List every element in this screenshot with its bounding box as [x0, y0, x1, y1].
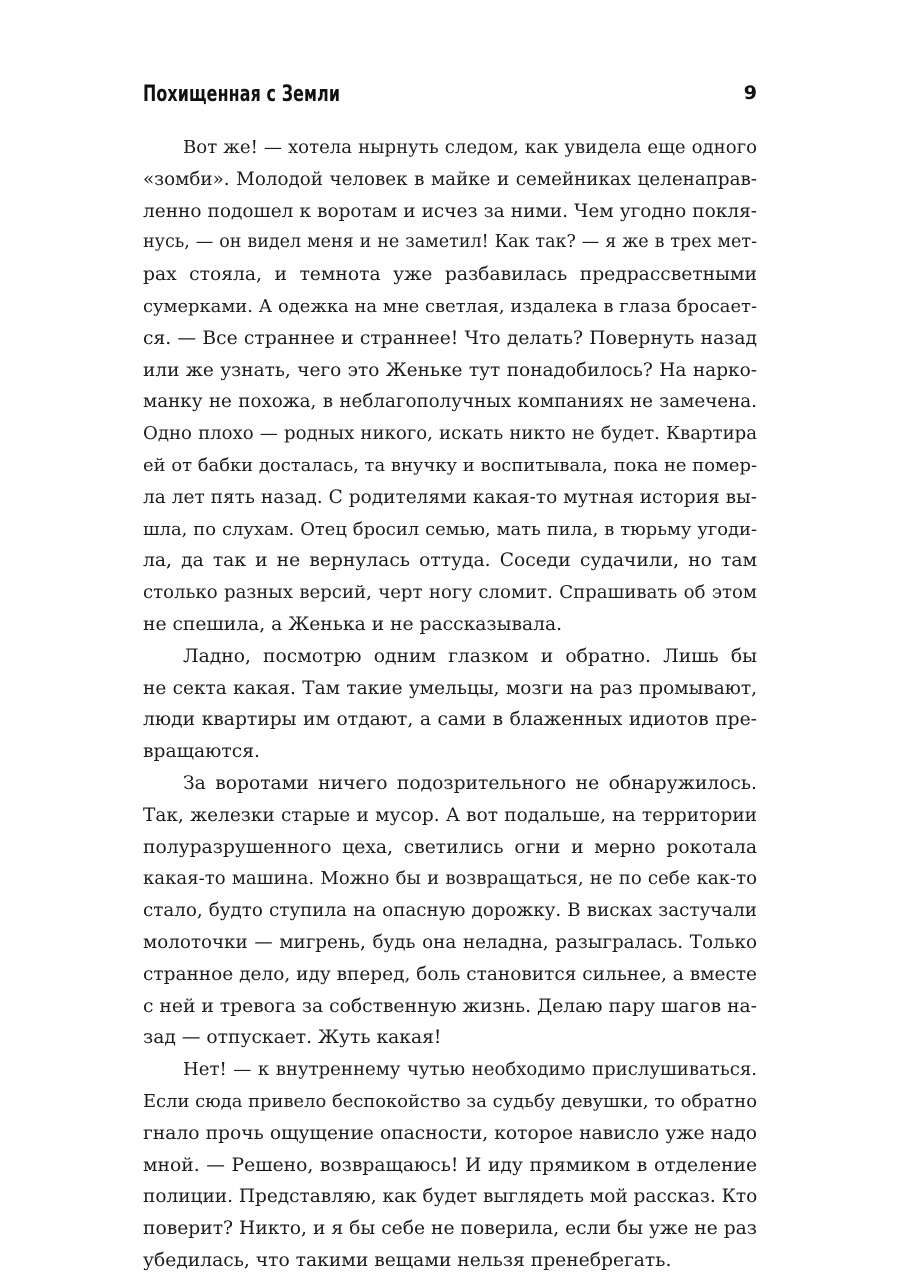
text-line: Если сюда привело беспокойство за судьбу девушки, то обратно [143, 1090, 757, 1112]
text-line: «зомби». Молодой человек в майке и семейниках целенаправ- [143, 168, 757, 190]
text-line: ла, да так и не вернулась оттуда. Соседи судачили, но там [143, 550, 757, 572]
text-line: странное дело, иду вперед, боль становится сильнее, а вместе [143, 963, 757, 985]
text-line: ся. — Все страннее и страннее! Что делать? Повернуть назад [143, 327, 757, 349]
text-line: или же узнать, чего это Женьке тут понадобилось? На нарко- [143, 359, 757, 381]
text-line: нусь, — он видел меня и не заметил! Как так? — я же в трех мет- [143, 232, 757, 253]
text-line: люди квартиры им отдают, а сами в блаженных идиотов пре- [143, 709, 757, 731]
page-number: 9 [743, 82, 757, 104]
text-line: ей от бабки досталась, та внучку и воспитывала, пока не помер- [143, 454, 757, 476]
text-line: Так, железки старые и мусор. А вот подальше, на территории [143, 804, 757, 826]
text-line: поверит? Никто, и я бы себе не поверила, если бы уже не раз [143, 1218, 757, 1240]
text-line: молоточки — мигрень, будь она неладна, разыгралась. Только [143, 931, 757, 953]
text-line: За воротами ничего подозрительного не обнаружилось. [183, 772, 757, 794]
text-line: убедилась, что такими вещами нельзя пренебрегать. [143, 1249, 672, 1271]
running-header [143, 82, 757, 112]
text-line: мной. — Решено, возвращаюсь! И иду прямиком в отделение [143, 1154, 757, 1176]
text-line: полуразрушенного цеха, светились огни и мерно рокотала [143, 836, 757, 858]
text-line: ленно подошел к воротам и исчез за ними. Чем угодно покля- [143, 200, 757, 222]
text-line: с ней и тревога за собственную жизнь. Делаю пару шагов на- [143, 995, 757, 1017]
text-line: полиции. Представляю, как будет выглядеть мой рассказ. Кто [143, 1186, 758, 1208]
text-line: Вот же! — хотела нырнуть следом, как увидела еще одного [183, 137, 757, 158]
text-line: рах стояла, и темнота уже разбавилась предрассветными [143, 264, 757, 286]
text-line: Ладно, посмотрю одним глазком и обратно. Лишь бы [183, 645, 757, 667]
text-line: манку не похожа, в неблагополучных компаниях не замечена. [143, 391, 757, 413]
text-line: зад — отпускает. Жуть какая! [143, 1027, 442, 1049]
running-title: Похищенная с Земли [143, 82, 341, 107]
text-line: какая-то машина. Можно бы и возвращаться, не по себе как-то [143, 868, 757, 890]
text-line: столько разных версий, черт ногу сломит. Спрашивать об этом [143, 582, 757, 604]
text-line: не спешила, а Женька и не рассказывала. [143, 613, 563, 635]
text-line: Нет! — к внутреннему чутью необходимо прислушиваться. [183, 1059, 757, 1081]
body-text [143, 132, 757, 1277]
text-line: стало, будто ступила на опасную дорожку. В висках застучали [143, 900, 757, 922]
text-line: гнало прочь ощущение опасности, которое нависло уже надо [143, 1122, 757, 1144]
text-line: сумерками. А одежка на мне светлая, издалека в глаза бросает- [143, 295, 757, 317]
text-line: ла лет пять назад. С родителями какая-то мутная история вы- [143, 486, 757, 508]
text-line: Одно плохо — родных никого, искать никто не будет. Квартира [143, 423, 757, 445]
text-line: шла, по слухам. Отец бросил семью, мать пила, в тюрьму угоди- [143, 518, 757, 540]
text-line: не секта какая. Там такие умельцы, мозги на раз промывают, [143, 677, 757, 699]
text-line: вращаются. [143, 741, 260, 763]
